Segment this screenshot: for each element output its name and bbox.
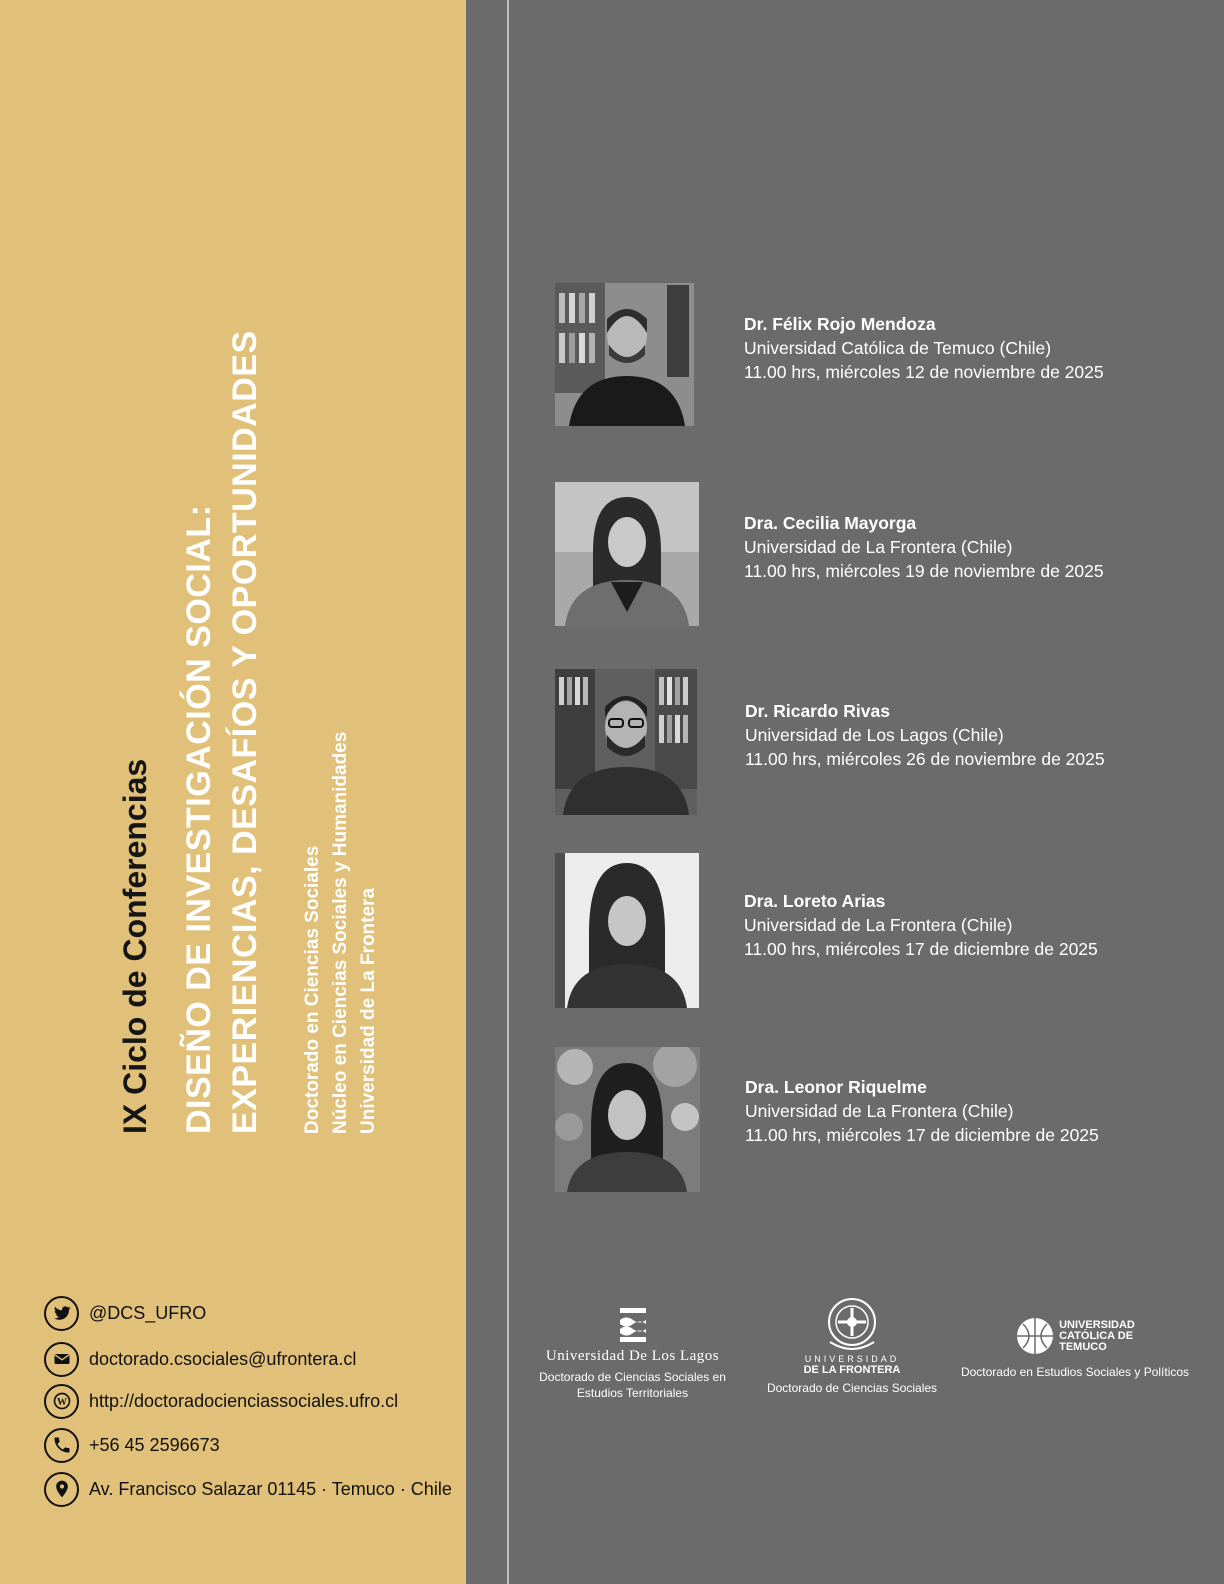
email-address[interactable]: doctorado.csociales@ufrontera.cl bbox=[89, 1348, 357, 1369]
speaker-name: Dra. Cecilia Mayorga bbox=[744, 513, 917, 533]
logo-name: Universidad De Los Lagos bbox=[545, 1348, 720, 1364]
speaker-name: Dr. Félix Rojo Mendoza bbox=[744, 314, 936, 334]
logo-universidad-de-los-lagos bbox=[535, 1308, 730, 1401]
speaker-info bbox=[744, 312, 1104, 384]
phone-icon bbox=[44, 1428, 79, 1463]
series-title: IX Ciclo de Conferencias bbox=[117, 758, 153, 1134]
logo-universidad-catolica-de-temuco bbox=[955, 1316, 1195, 1380]
speaker-schedule: 11.00 hrs, miércoles 26 de noviembre de 2025 bbox=[745, 749, 1105, 769]
speaker-schedule: 11.00 hrs, miércoles 17 de diciembre de 2025 bbox=[744, 939, 1098, 959]
wordpress-icon bbox=[44, 1384, 79, 1419]
speaker-affiliation: Universidad de Los Lagos (Chile) bbox=[745, 725, 1004, 745]
speaker-info bbox=[745, 1075, 1099, 1147]
speaker-info bbox=[744, 511, 1104, 583]
logo-name: UNIVERSIDAD bbox=[804, 1354, 900, 1364]
speaker-schedule: 11.00 hrs, miércoles 12 de noviembre de 2025 bbox=[744, 362, 1104, 382]
logo-universidad-de-la-frontera bbox=[750, 1296, 954, 1396]
globe-logo-icon bbox=[1015, 1316, 1055, 1356]
location-pin-icon bbox=[44, 1472, 79, 1507]
speaker-photo bbox=[555, 1047, 700, 1192]
email-icon bbox=[44, 1342, 79, 1377]
speaker-name: Dra. Loreto Arias bbox=[744, 891, 886, 911]
organizer-line: Núcleo en Ciencias Sociales y Humanidades bbox=[330, 731, 351, 1134]
speaker-affiliation: Universidad de La Frontera (Chile) bbox=[744, 537, 1013, 557]
speaker-affiliation: Universidad de La Frontera (Chile) bbox=[744, 915, 1013, 935]
speaker-photo bbox=[555, 482, 699, 626]
logo-caption: Doctorado en Estudios Sociales y Políticos bbox=[960, 1365, 1190, 1379]
speaker-name: Dra. Leonor Riquelme bbox=[745, 1077, 927, 1097]
organizer-line: Doctorado en Ciencias Sociales bbox=[302, 845, 323, 1134]
speaker-info bbox=[745, 699, 1105, 771]
logo-caption: Estudios Territoriales bbox=[576, 1386, 689, 1400]
website-link[interactable]: http://doctoradocienciassociales.ufro.cl bbox=[89, 1390, 399, 1411]
speaker-photo bbox=[555, 669, 697, 815]
logo-name: UNIVERSIDAD bbox=[1059, 1318, 1135, 1331]
speaker-info bbox=[744, 889, 1098, 961]
speaker-schedule: 11.00 hrs, miércoles 17 de diciembre de 2025 bbox=[745, 1125, 1099, 1145]
logo-name: TEMUCO bbox=[1059, 1340, 1107, 1353]
main-title-line2: EXPERIENCIAS, DESAFÍOS Y OPORTUNIDADES bbox=[226, 330, 264, 1134]
speaker-photo bbox=[555, 853, 699, 1008]
speaker-affiliation: Universidad de La Frontera (Chile) bbox=[745, 1101, 1014, 1121]
divider-line bbox=[507, 0, 509, 1584]
waves-logo-icon bbox=[618, 1308, 648, 1342]
contact-website[interactable] bbox=[44, 1381, 398, 1421]
speaker-schedule: 11.00 hrs, miércoles 19 de noviembre de 2025 bbox=[744, 561, 1104, 581]
contact-address bbox=[44, 1469, 452, 1509]
speaker-affiliation: Universidad Católica de Temuco (Chile) bbox=[744, 338, 1052, 358]
logo-name: CATÓLICA DE bbox=[1059, 1329, 1134, 1342]
svg-text:W: W bbox=[56, 1396, 67, 1408]
phone-number[interactable]: +56 45 2596673 bbox=[89, 1434, 220, 1455]
logo-caption: Doctorado de Ciencias Sociales en bbox=[539, 1370, 726, 1384]
speaker-name: Dr. Ricardo Rivas bbox=[745, 701, 890, 721]
street-address: Av. Francisco Salazar 01145 · Temuco · Chile bbox=[89, 1478, 452, 1499]
twitter-handle[interactable]: @DCS_UFRO bbox=[89, 1302, 207, 1323]
crest-logo-icon bbox=[822, 1296, 882, 1354]
contact-twitter[interactable] bbox=[44, 1293, 206, 1333]
logo-name: DE LA FRONTERA bbox=[803, 1364, 901, 1376]
contact-phone[interactable] bbox=[44, 1425, 220, 1465]
contact-email[interactable] bbox=[44, 1339, 356, 1379]
organizer-line: Universidad de La Frontera bbox=[358, 887, 379, 1134]
main-title-line1: DISEÑO DE INVESTIGACIÓN SOCIAL: bbox=[180, 504, 218, 1134]
twitter-icon bbox=[44, 1296, 79, 1331]
speaker-photo bbox=[555, 283, 694, 426]
logo-caption: Doctorado de Ciencias Sociales bbox=[766, 1381, 938, 1395]
